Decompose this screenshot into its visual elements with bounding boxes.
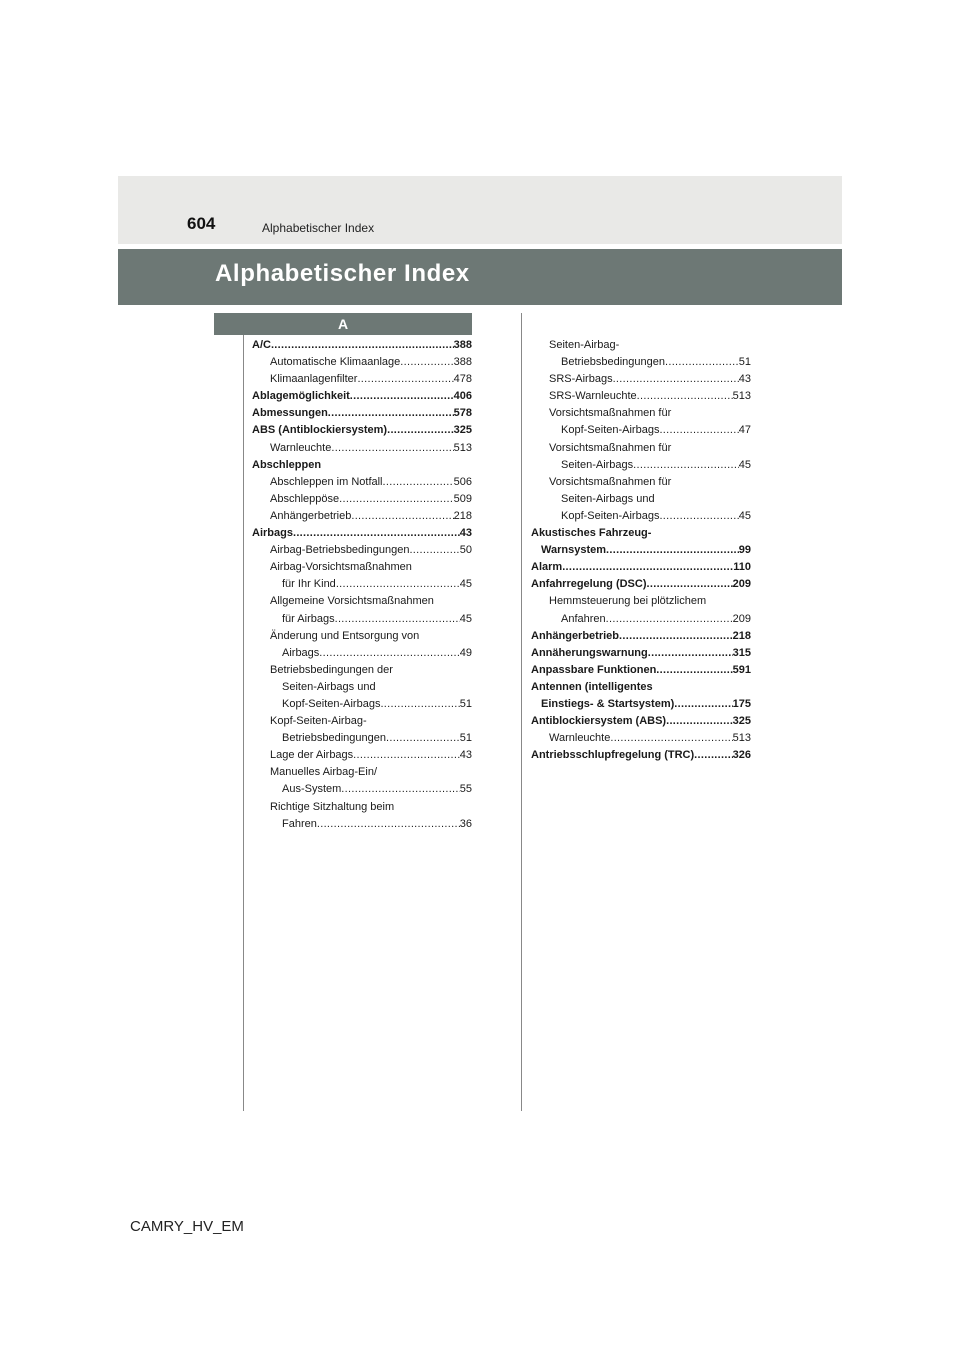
index-entry-text: A/C <box>252 339 271 351</box>
dot-leader <box>317 816 460 833</box>
index-entry <box>252 440 472 457</box>
index-entry <box>531 371 751 388</box>
index-entry-text: Seiten-Airbags <box>561 458 634 471</box>
index-entry <box>252 628 472 645</box>
dot-leader <box>659 508 738 525</box>
index-entry <box>531 440 751 457</box>
dot-leader <box>383 474 454 491</box>
index-entry-page: 51 <box>738 356 751 369</box>
dot-leader <box>606 542 739 559</box>
index-entry <box>252 764 472 781</box>
dot-leader <box>647 576 733 593</box>
index-entry-text: Kopf-Seiten-Airbag- <box>270 715 367 728</box>
index-entry-text: Airbags <box>252 527 293 540</box>
index-entry-page: 43 <box>459 749 472 762</box>
index-entry-text: Anpassbare Funktionen <box>531 663 657 676</box>
dot-leader <box>606 611 733 628</box>
index-entry-page: 513 <box>732 732 751 745</box>
index-entry <box>252 816 472 833</box>
index-entry <box>531 354 751 371</box>
index-entry <box>252 679 472 696</box>
dot-leader <box>335 611 460 628</box>
index-entry-text: für Ihr Kind <box>282 578 336 591</box>
index-entry-text: Klimaanlagenfilter <box>270 373 358 386</box>
dot-leader <box>341 781 459 798</box>
dot-leader <box>339 491 454 508</box>
index-entry <box>252 491 472 508</box>
index-entry-page: 578 <box>453 407 472 420</box>
index-entry <box>252 422 472 439</box>
index-entry <box>531 559 751 576</box>
header-band <box>118 176 842 244</box>
index-entry-text: Warnleuchte <box>270 441 332 454</box>
index-entry-text: Ablagemöglichkeit <box>252 390 350 403</box>
index-entry-text: Seiten-Airbags und <box>561 492 655 505</box>
dot-leader <box>633 457 739 474</box>
dot-leader <box>386 730 460 747</box>
dot-leader <box>656 662 732 679</box>
dot-leader <box>351 508 453 525</box>
dot-leader <box>328 405 454 422</box>
index-entry-page: 388 <box>453 339 472 351</box>
index-entry-text: Anfahrregelung (DSC) <box>531 578 647 591</box>
index-entry-page: 513 <box>732 390 751 403</box>
index-entry <box>252 525 472 542</box>
index-entry <box>531 388 751 405</box>
index-entry <box>531 474 751 491</box>
index-entry-page: 209 <box>732 612 751 625</box>
dot-leader <box>336 576 460 593</box>
index-entry-page: 36 <box>459 817 472 830</box>
index-entry-page: 218 <box>732 629 751 642</box>
index-entry-page: 509 <box>453 492 472 505</box>
index-entry-page: 99 <box>738 544 751 557</box>
index-entry <box>252 388 472 405</box>
index-entry-text: SRS-Airbags <box>549 373 613 386</box>
index-entry <box>252 508 472 525</box>
index-entry-text: Kopf-Seiten-Airbags <box>282 697 381 710</box>
index-entry <box>252 474 472 491</box>
middle-column-divider <box>521 313 522 1111</box>
index-entry <box>531 508 751 525</box>
index-entry <box>252 337 472 354</box>
index-entry-page: 513 <box>453 441 472 454</box>
index-column-right <box>531 337 751 764</box>
dot-leader <box>665 354 739 371</box>
dot-leader <box>610 730 732 747</box>
index-entry-text: Richtige Sitzhaltung beim <box>270 800 395 813</box>
index-entry-text: Aus-System <box>282 783 342 796</box>
index-entry <box>531 405 751 422</box>
index-entry-page: 45 <box>738 458 751 471</box>
index-entry-text: Alarm <box>531 561 563 574</box>
index-entry-page: 478 <box>453 373 472 386</box>
index-entry-text: Einstiegs- & Startsystem) <box>541 697 675 710</box>
index-entry <box>252 713 472 730</box>
index-entry-text: Manuelles Airbag-Ein/ <box>270 766 378 779</box>
index-entry-page: 43 <box>738 373 751 386</box>
index-entry <box>252 576 472 593</box>
dot-leader <box>387 422 454 439</box>
index-entry-page: 315 <box>732 646 751 659</box>
index-entry <box>252 354 472 371</box>
index-entry <box>252 662 472 679</box>
index-entry-text: Seiten-Airbag- <box>549 339 620 351</box>
footer-code: CAMRY_HV_EM <box>130 1218 244 1235</box>
index-entry-text: Annäherungswarnung <box>531 646 648 659</box>
index-entry-text: Antiblockiersystem (ABS) <box>531 715 667 728</box>
index-entry <box>531 645 751 662</box>
index-entry-text: Vorsichtsmaßnahmen für <box>549 441 672 454</box>
dot-leader <box>293 525 460 542</box>
index-entry <box>252 747 472 764</box>
index-entry <box>531 576 751 593</box>
dot-leader <box>648 645 733 662</box>
index-entry-page: 55 <box>459 783 472 796</box>
dot-leader <box>637 388 733 405</box>
index-entry <box>531 696 751 713</box>
index-entry <box>252 645 472 662</box>
index-entry <box>531 525 751 542</box>
index-entry <box>531 542 751 559</box>
index-entry-page: 49 <box>459 646 472 659</box>
dot-leader <box>357 371 453 388</box>
index-entry-page: 325 <box>453 424 472 437</box>
index-entry-text: für Airbags <box>282 612 335 625</box>
index-entry-text: Hemmsteuerung bei plötzlichem <box>549 595 707 608</box>
dot-leader <box>319 645 459 662</box>
index-entry-text: Abschleppen <box>252 458 322 471</box>
index-entry-text: Allgemeine Vorsichtsmaßnahmen <box>270 595 434 608</box>
index-entry <box>531 337 751 354</box>
index-entry-text: Warnsystem <box>541 544 607 557</box>
index-entry <box>531 491 751 508</box>
dot-leader <box>409 542 459 559</box>
index-entry <box>531 593 751 610</box>
index-entry-page: 218 <box>453 509 472 522</box>
index-entry-text: Änderung und Entsorgung von <box>270 629 420 642</box>
index-entry-text: Abschleppen im Notfall <box>270 475 383 488</box>
index-entry-page: 325 <box>732 715 751 728</box>
dot-leader <box>380 696 459 713</box>
index-entry-text: Airbags <box>282 646 320 659</box>
index-entry <box>531 662 751 679</box>
index-entry <box>531 422 751 439</box>
index-entry <box>531 457 751 474</box>
index-entry-text: Automatische Klimaanlage <box>270 356 401 369</box>
index-entry-text: Airbag-Betriebsbedingungen <box>270 544 410 557</box>
index-entry-text: SRS-Warnleuchte <box>549 390 637 403</box>
index-entry <box>531 611 751 628</box>
index-entry <box>252 593 472 610</box>
index-entry <box>531 713 751 730</box>
index-column-left <box>252 337 472 833</box>
index-entry-text: Betriebsbedingungen <box>282 732 386 745</box>
index-entry <box>531 747 751 764</box>
dot-leader <box>562 559 733 576</box>
index-entry-page: 209 <box>732 578 751 591</box>
index-entry-text: Warnleuchte <box>549 732 611 745</box>
index-entry <box>252 405 472 422</box>
index-entry-text: Airbag-Vorsichtsmaßnahmen <box>270 561 412 574</box>
index-entry-text: Akustisches Fahrzeug- <box>531 527 652 540</box>
index-entry <box>252 730 472 747</box>
index-entry-page: 51 <box>459 697 472 710</box>
index-entry-text: Abmessungen <box>252 407 328 420</box>
running-title: Alphabetischer Index <box>262 221 375 235</box>
index-entry-text: Vorsichtsmaßnahmen für <box>549 475 672 488</box>
index-entry-text: Anhängerbetrieb <box>270 509 352 522</box>
index-entry <box>252 781 472 798</box>
index-entry <box>252 611 472 628</box>
left-column-divider <box>243 313 244 1111</box>
index-entry <box>252 457 472 474</box>
index-entry-text: Abschleppöse <box>270 492 340 505</box>
dot-leader <box>353 747 460 764</box>
index-entry-page: 47 <box>738 424 751 437</box>
index-entry-text: Anfahren <box>561 612 606 625</box>
index-entry-text: Anhängerbetrieb <box>531 629 620 642</box>
index-entry-text: Fahren <box>282 817 317 830</box>
dot-leader <box>613 371 739 388</box>
index-entry-page: 45 <box>738 509 751 522</box>
dot-leader <box>619 628 733 645</box>
index-entry <box>252 696 472 713</box>
index-entry-page: 50 <box>459 544 472 557</box>
index-entry <box>531 679 751 696</box>
dot-leader <box>350 388 454 405</box>
page-title: Alphabetischer Index <box>215 260 470 287</box>
index-entry-text: Antennen (intelligentes <box>531 680 653 693</box>
index-entry-page: 406 <box>453 390 472 403</box>
index-entry-page: 591 <box>732 663 751 676</box>
dot-leader <box>694 747 732 764</box>
dot-leader <box>400 354 453 371</box>
index-entry-page: 51 <box>459 732 472 745</box>
index-entry-page: 175 <box>732 697 751 710</box>
dot-leader <box>674 696 732 713</box>
index-entry <box>531 628 751 645</box>
index-entry-text: Vorsichtsmaßnahmen für <box>549 407 672 420</box>
index-entry <box>252 559 472 576</box>
index-entry <box>252 542 472 559</box>
dot-leader <box>659 422 738 439</box>
index-entry-page: 388 <box>453 356 472 369</box>
page-number: 604 <box>187 214 216 233</box>
index-entry <box>252 799 472 816</box>
index-entry-text: ABS (Antiblockiersystem) <box>252 424 388 437</box>
index-entry-page: 43 <box>459 527 472 540</box>
index-entry-text: Seiten-Airbags und <box>282 680 376 693</box>
index-entry-page: 326 <box>732 749 751 762</box>
dot-leader <box>271 337 454 354</box>
index-entry <box>252 371 472 388</box>
index-entry-page: 45 <box>459 612 472 625</box>
index-entry-text: Lage der Airbags <box>270 749 354 762</box>
dot-leader <box>331 440 453 457</box>
index-entry-text: Betriebsbedingungen <box>561 356 665 369</box>
index-entry-text: Antriebsschlupfregelung (TRC) <box>531 749 695 762</box>
index-entry-page: 45 <box>459 578 472 591</box>
dot-leader <box>666 713 733 730</box>
section-letter-header: A <box>214 313 472 335</box>
index-entry-text: Kopf-Seiten-Airbags <box>561 509 660 522</box>
index-entry-page: 110 <box>733 561 751 574</box>
index-entry-text: Kopf-Seiten-Airbags <box>561 424 660 437</box>
index-entry-text: Betriebsbedingungen der <box>270 663 393 676</box>
index-entry <box>531 730 751 747</box>
index-entry-page: 506 <box>453 475 472 488</box>
